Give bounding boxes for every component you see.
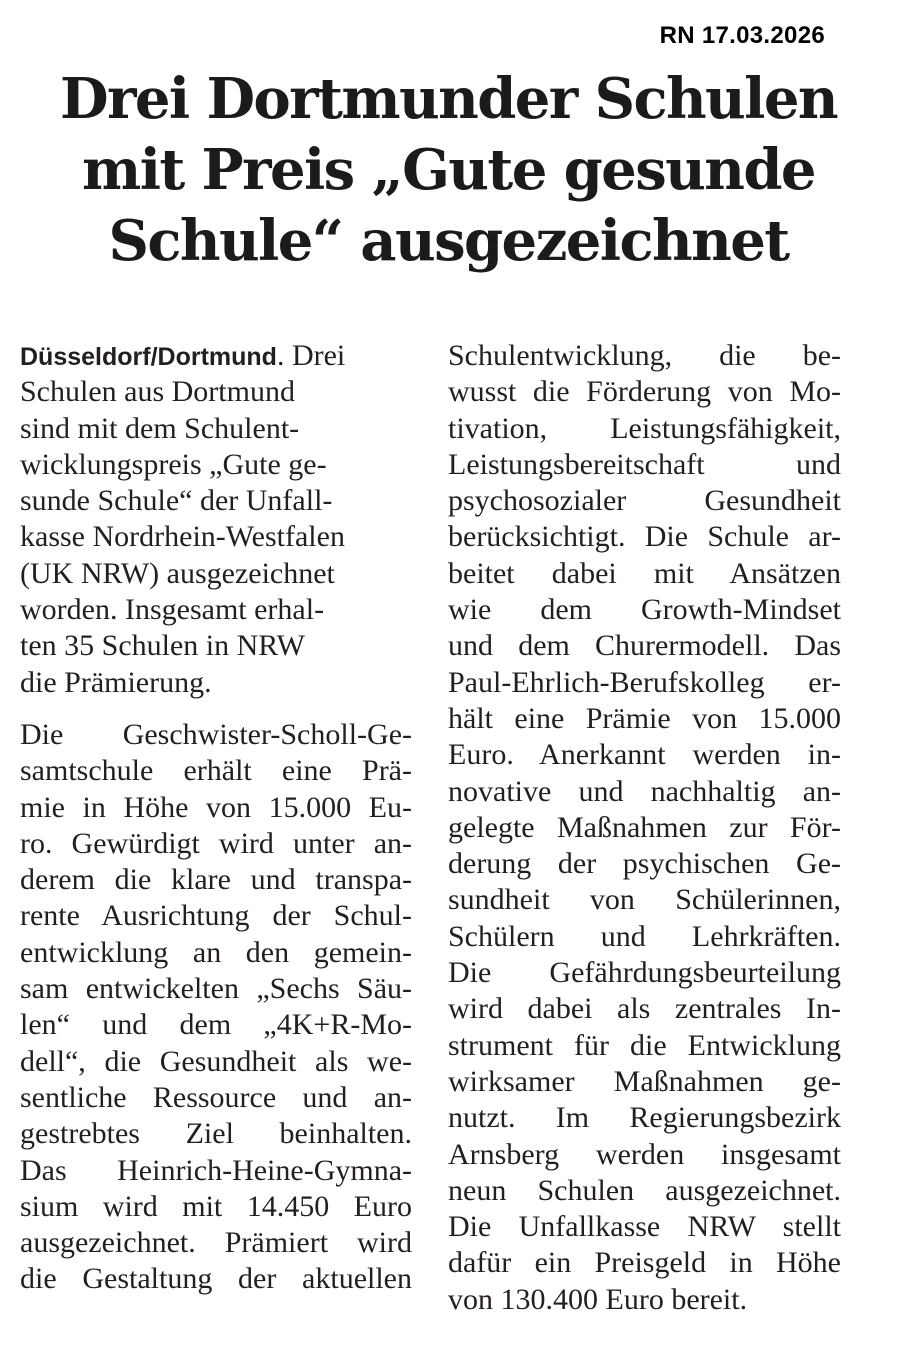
article-line: Schülern und Lehrkräften. — [448, 919, 841, 953]
article-line: Euro. Anerkannt werden in- — [448, 738, 841, 772]
headline-line: mit Preis „Gute gesunde — [82, 137, 815, 203]
article-line — [20, 338, 412, 374]
article-line: dafür ein Preisgeld in Höhe — [448, 1246, 841, 1280]
article-line: (UK NRW) ausgezeichnet — [20, 556, 335, 590]
article-line: mie in Höhe von 15.000 Eu- — [20, 790, 412, 824]
headline-line: Schule“ ausgezeichnet — [108, 208, 789, 274]
article-line: psychosozialer Gesundheit — [448, 484, 841, 518]
article-line: hält eine Prämie von 15.000 — [448, 701, 841, 735]
article-line: und dem Churermodell. Das — [448, 629, 841, 663]
paragraph-2 — [20, 717, 412, 1298]
dateline: Düsseldorf/Dortmund — [20, 343, 277, 371]
article-line: beitet dabei mit Ansätzen — [448, 556, 841, 590]
article-line: sind mit dem Schulent- — [20, 411, 300, 445]
article-line: Die Gefährdungsbeurteilung — [448, 956, 841, 990]
article-line: novative und nachhaltig an- — [448, 774, 841, 808]
headline — [0, 64, 897, 277]
article-column-right — [448, 338, 841, 1318]
article-line: worden. Insgesamt erhal- — [20, 593, 325, 627]
article-line: ausgezeichnet. Prämiert wird — [20, 1226, 412, 1260]
article-line: sium wird mit 14.450 Euro — [20, 1189, 412, 1223]
article-line: Schulentwicklung, die be- — [448, 339, 841, 372]
article-line: len“ und dem „4K+R-Mo- — [20, 1008, 412, 1042]
headline-line: Drei Dortmunder Schulen — [59, 66, 837, 132]
article-line: derem die klare und transpa- — [20, 863, 412, 897]
article-line: wirksamer Maßnahmen ge- — [448, 1064, 841, 1098]
article-line: sundheit von Schülerinnen, — [448, 883, 841, 917]
article-line: tivation, Leistungsfähigkeit, — [448, 411, 841, 445]
article-line-text: . Drei — [276, 339, 346, 372]
source-date-label: RN 17.03.2026 — [659, 22, 825, 49]
article-line: Arnsberg werden insgesamt — [448, 1137, 841, 1171]
article-line: nutzt. Im Regierungsbezirk — [448, 1101, 841, 1135]
article-line: Leistungsbereitschaft und — [448, 447, 841, 481]
article-line: sentliche Ressource und an- — [20, 1080, 412, 1114]
article-line: Paul-Ehrlich-Berufskolleg er- — [448, 665, 841, 699]
article-line: kasse Nordrhein-Westfalen — [20, 520, 345, 554]
article-line: berücksichtigt. Die Schule ar- — [448, 520, 841, 554]
article-line: entwicklung an den gemein- — [20, 935, 412, 969]
article-line: wusst die Förderung von Mo- — [448, 375, 841, 409]
article-line: ro. Gewürdigt wird unter an- — [20, 826, 412, 860]
article-line: sam entwickelten „Sechs Säu- — [20, 972, 412, 1006]
article-line: wie dem Growth-Mindset — [448, 593, 841, 627]
article-line: sunde Schule“ der Unfall- — [20, 484, 333, 518]
article-line: wird dabei als zentrales In- — [448, 992, 841, 1026]
article-line: Die Unfallkasse NRW stellt — [448, 1210, 841, 1244]
article-line: Die Geschwister-Scholl-Ge- — [20, 717, 412, 751]
article-line: rente Ausrichtung der Schul- — [20, 899, 412, 933]
article-line: die Prämierung. — [20, 665, 212, 699]
article-line: von 130.400 Euro bereit. — [448, 1282, 748, 1316]
paragraph-gap — [20, 701, 412, 717]
article-line: neun Schulen ausgezeichnet. — [448, 1173, 841, 1207]
article-column-left — [20, 338, 412, 1298]
article-line: gelegte Maßnahmen zur För- — [448, 810, 841, 844]
article-line: Das Heinrich-Heine-Gymna- — [20, 1153, 412, 1187]
article-line: derung der psychischen Ge- — [448, 847, 841, 881]
article-line: ten 35 Schulen in NRW — [20, 629, 305, 663]
paragraph-1 — [20, 338, 412, 701]
article-line: wicklungspreis „Gute ge- — [20, 447, 327, 481]
article-line: samtschule erhält eine Prä- — [20, 754, 412, 788]
article-line: dell“, die Gesundheit als we- — [20, 1044, 412, 1078]
article-line: gestrebtes Ziel beinhalten. — [20, 1117, 412, 1151]
article-line: strument für die Entwicklung — [448, 1028, 841, 1062]
article-line: die Gestaltung der aktuellen — [20, 1262, 412, 1296]
article-line: Schulen aus Dortmund — [20, 375, 295, 409]
